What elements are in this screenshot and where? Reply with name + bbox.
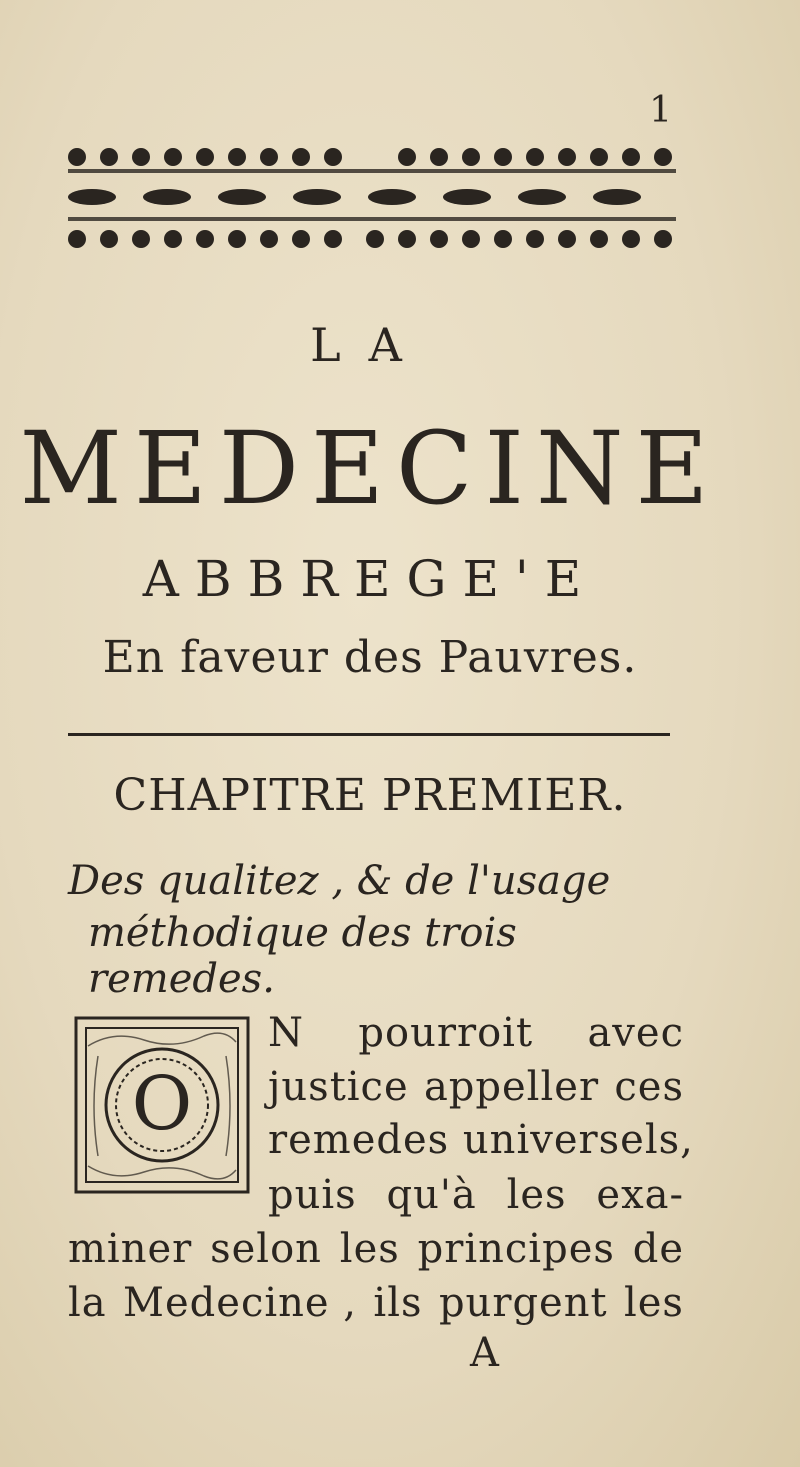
body-line-5	[68, 1226, 684, 1272]
title-subtitle: En faveur des Pauvres.	[102, 632, 638, 683]
word: selon	[210, 1226, 322, 1272]
word: ces	[614, 1064, 684, 1110]
word: qu'à	[386, 1172, 477, 1218]
signature-mark: A	[470, 1330, 499, 1376]
word: appeller	[423, 1064, 600, 1110]
word: principes	[417, 1226, 615, 1272]
fleuron-ornament-band	[62, 135, 682, 265]
title-main: MEDECINE	[19, 410, 721, 527]
word: N	[268, 1010, 304, 1056]
decorated-initial	[74, 1016, 250, 1194]
word: pourroit	[358, 1010, 534, 1056]
word: justice	[268, 1064, 409, 1110]
title-rule	[68, 733, 670, 736]
word: puis	[268, 1172, 357, 1218]
chapter-heading: CHAPITRE PREMIER.	[113, 770, 627, 821]
chapter-subtitle-line-2: méthodique des trois remedes.	[88, 910, 517, 1002]
body-line-6	[68, 1280, 684, 1326]
body-line-4	[268, 1172, 684, 1218]
word: Medecine ,	[123, 1280, 358, 1326]
title-qualifier: ABBREGE'E	[142, 550, 598, 608]
title-article: LA	[310, 318, 430, 372]
body-line-1	[268, 1010, 684, 1056]
word: purgent	[438, 1280, 608, 1326]
word: miner	[68, 1226, 193, 1272]
word: les	[506, 1172, 567, 1218]
word: exa-	[596, 1172, 684, 1218]
word: les	[339, 1226, 400, 1272]
word: la	[68, 1280, 107, 1326]
body-line-3: remedes universels,	[268, 1117, 694, 1163]
word: ils	[373, 1280, 423, 1326]
word: les	[623, 1280, 684, 1326]
body-line-2	[268, 1064, 684, 1110]
dropcap-letter: O	[131, 1061, 193, 1147]
page-number: 1	[649, 90, 672, 131]
word: avec	[587, 1010, 684, 1056]
word: de	[632, 1226, 684, 1272]
chapter-subtitle-line-1: Des qualitez , & de l'usage	[68, 858, 611, 904]
